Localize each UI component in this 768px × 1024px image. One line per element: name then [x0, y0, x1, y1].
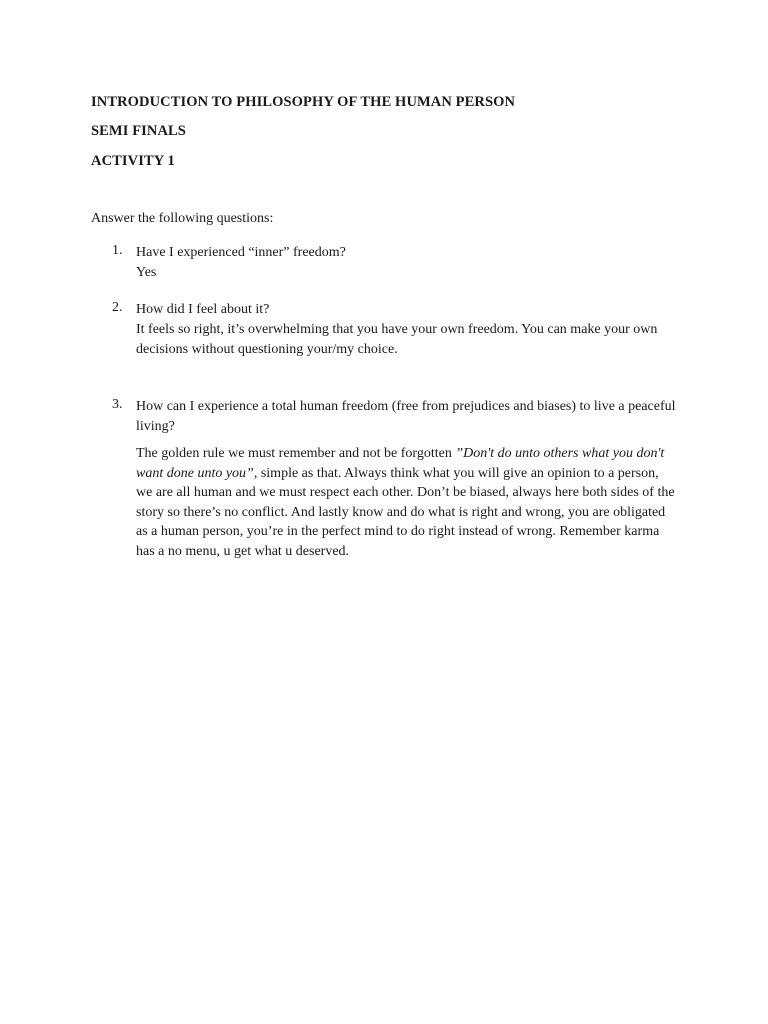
activity-heading: ACTIVITY 1	[91, 153, 175, 169]
golden-rule-quote: ”Don't do unto others what you don't want done unto you”,	[136, 446, 665, 481]
question-number: 1.	[112, 243, 123, 258]
question-text: How did I feel about it?	[136, 302, 270, 317]
answer-paragraph	[136, 444, 676, 561]
question-number: 3.	[112, 397, 123, 412]
question-text: How can I experience a total human freedom (free from prejudices and biases) to live a peaceful living?	[136, 399, 676, 434]
term-heading: SEMI FINALS	[91, 123, 186, 139]
question-item	[136, 243, 676, 283]
question-item	[136, 300, 676, 360]
instruction-text: Answer the following questions:	[91, 211, 274, 226]
question-text: Have I experienced “inner” freedom?	[136, 245, 346, 260]
answer-text: Yes	[136, 265, 157, 280]
answer-text: It feels so right, it’s overwhelming that you have your own freedom. You can make your own decisions without questioning your/my choice.	[136, 322, 658, 357]
course-title: INTRODUCTION TO PHILOSOPHY OF THE HUMAN PERSON	[91, 94, 516, 110]
question-item	[136, 397, 676, 437]
answer-text-part2: simple as that. Always think what you will give an opinion to a person, we are all human and we must respect each other. Don’t be biased, always here both sides of the story so there’s no conflict. And lastly know and do what is right and wrong, you are obligated as a human person, you’re in the perfect mind to do right instead of wrong. Remember karma has a no menu, u get what u deserved.	[136, 465, 675, 559]
answer-text-part1: The golden rule we must remember and not be forgotten	[136, 446, 456, 461]
question-number: 2.	[112, 300, 123, 315]
